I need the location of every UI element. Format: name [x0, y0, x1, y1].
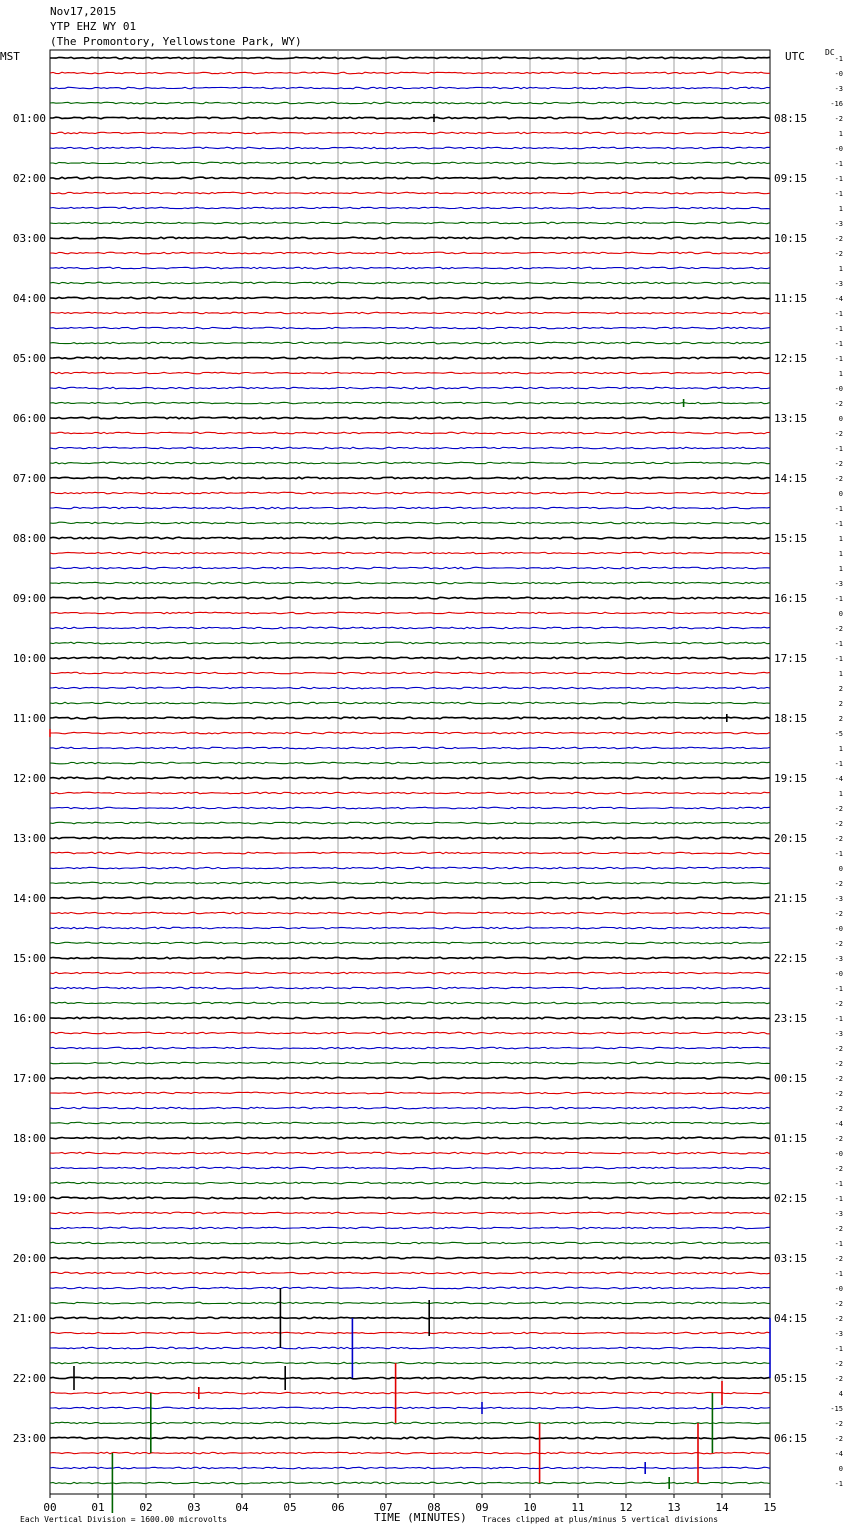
trace-line [50, 237, 770, 239]
x-tick-label: 08 [427, 1501, 441, 1514]
dc-offset-value: -2 [834, 1105, 843, 1113]
dc-offset-value: -4 [834, 1120, 843, 1128]
trace-line [50, 177, 770, 179]
dc-offset-value: 2 [838, 685, 843, 693]
mst-hour-label: 05:00 [12, 352, 46, 365]
dc-offset-value: -2 [834, 880, 843, 888]
dc-offset-value: -2 [834, 1225, 843, 1233]
mst-hour-label: 04:00 [12, 292, 46, 305]
dc-offset-value: -1 [834, 640, 843, 648]
trace-line [50, 957, 770, 959]
dc-offset-value: 1 [838, 370, 843, 378]
dc-offset-value: -2 [834, 1360, 843, 1368]
dc-offset-value: -3 [834, 1030, 843, 1038]
utc-hour-label: 15:15 [774, 532, 808, 545]
trace-line [50, 657, 770, 659]
dc-offset-value: -3 [834, 895, 843, 903]
mst-hour-label: 07:00 [12, 472, 46, 485]
trace-line [50, 327, 770, 329]
mst-hour-label: 21:00 [12, 1312, 46, 1325]
mst-hour-label: 08:00 [12, 532, 46, 545]
utc-hour-label: 00:15 [774, 1072, 808, 1085]
trace-line [50, 447, 770, 449]
trace-line [50, 312, 770, 314]
dc-offset-value: 0 [838, 610, 843, 618]
dc-offset-value: 0 [838, 865, 843, 873]
trace-line [50, 1152, 770, 1154]
trace-line [50, 642, 770, 644]
dc-offset-value: -1 [834, 655, 843, 663]
dc-offset-value: -1 [834, 1270, 843, 1278]
trace-line [50, 1392, 770, 1394]
trace-line [50, 1407, 770, 1409]
dc-offset-value: 0 [838, 415, 843, 423]
trace-line [50, 507, 770, 509]
dc-offset-value: -1 [834, 1240, 843, 1248]
dc-offset-value: 1 [838, 565, 843, 573]
dc-offset-value: -0 [834, 70, 843, 78]
utc-hour-label: 04:15 [774, 1312, 808, 1325]
dc-offset-value: -1 [834, 445, 843, 453]
trace-line [50, 297, 770, 299]
scale-note: Each Vertical Division = 1600.00 microvolts [20, 1515, 228, 1524]
dc-offset-value: 1 [838, 550, 843, 558]
dc-offset-value: -3 [834, 280, 843, 288]
trace-line [50, 912, 770, 914]
trace-line [50, 1302, 770, 1304]
mst-hour-label: 12:00 [12, 772, 46, 785]
trace-line [50, 1062, 770, 1064]
dc-offset-value: -2 [834, 1375, 843, 1383]
trace-line [50, 942, 770, 944]
x-tick-label: 02 [139, 1501, 153, 1514]
utc-hour-label: 05:15 [774, 1372, 808, 1385]
dc-offset-value: -1 [834, 505, 843, 513]
dc-offset-value: -0 [834, 385, 843, 393]
dc-offset-value: -2 [834, 1075, 843, 1083]
dc-offset-value: -1 [834, 190, 843, 198]
trace-line [50, 387, 770, 389]
trace-line [50, 702, 770, 704]
dc-offset-value: -2 [834, 475, 843, 483]
trace-line [50, 1467, 770, 1469]
trace-line [50, 537, 770, 539]
dc-offset-value: -2 [834, 250, 843, 258]
mst-hour-label: 16:00 [12, 1012, 46, 1025]
trace-line [50, 1197, 770, 1199]
trace-line [50, 717, 770, 719]
dc-offset-value: -2 [834, 430, 843, 438]
mst-hour-label: 03:00 [12, 232, 46, 245]
dc-offset-value: 1 [838, 745, 843, 753]
trace-line [50, 522, 770, 524]
trace-line [50, 147, 770, 149]
utc-hour-label: 16:15 [774, 592, 808, 605]
utc-hour-label: 13:15 [774, 412, 808, 425]
trace-line [50, 1092, 770, 1094]
plot-frame [50, 50, 770, 1494]
trace-line [50, 867, 770, 869]
dc-offset-value: 2 [838, 715, 843, 723]
mst-hour-label: 19:00 [12, 1192, 46, 1205]
trace-line [50, 627, 770, 629]
dc-offset-value: -5 [834, 730, 843, 738]
chart-date: Nov17,2015 [50, 5, 117, 18]
dc-offset-value: -1 [834, 1180, 843, 1188]
utc-hour-label: 19:15 [774, 772, 808, 785]
trace-line [50, 72, 770, 74]
x-tick-label: 11 [571, 1501, 585, 1514]
mst-hour-label: 22:00 [12, 1372, 46, 1385]
dc-offset-value: -1 [834, 520, 843, 528]
dc-offset-value: -4 [834, 1450, 843, 1458]
mst-hour-label: 23:00 [12, 1432, 46, 1445]
trace-line [50, 747, 770, 749]
trace-line [50, 1272, 770, 1274]
dc-offset-value: -2 [834, 805, 843, 813]
clip-note: Traces clipped at plus/minus 5 vertical divisions [482, 1515, 719, 1524]
trace-line [50, 207, 770, 209]
utc-hour-label: 22:15 [774, 952, 808, 965]
trace-line [50, 1287, 770, 1289]
trace-line [50, 117, 770, 119]
trace-line [50, 432, 770, 434]
trace-line [50, 1077, 770, 1079]
x-tick-label: 07 [379, 1501, 393, 1514]
utc-hour-label: 12:15 [774, 352, 808, 365]
trace-line [50, 582, 770, 584]
trace-line [50, 882, 770, 884]
mst-hour-label: 11:00 [12, 712, 46, 725]
trace-line [50, 897, 770, 899]
trace-line [50, 162, 770, 164]
dc-offset-value: -1 [834, 1015, 843, 1023]
mst-hour-label: 01:00 [12, 112, 46, 125]
trace-line [50, 1242, 770, 1244]
trace-line [50, 1107, 770, 1109]
mst-hour-label: 20:00 [12, 1252, 46, 1265]
dc-offset-value: 1 [838, 265, 843, 273]
utc-hour-label: 02:15 [774, 1192, 808, 1205]
trace-line [50, 372, 770, 374]
utc-hour-label: 17:15 [774, 652, 808, 665]
dc-offset-value: -0 [834, 925, 843, 933]
dc-offset-value: -2 [834, 1300, 843, 1308]
dc-offset-value: -1 [834, 55, 843, 63]
dc-offset-value: -3 [834, 1330, 843, 1338]
trace-line [50, 1167, 770, 1169]
dc-offset-value: 1 [838, 130, 843, 138]
trace-line [50, 1452, 770, 1454]
dc-offset-value: -3 [834, 220, 843, 228]
trace-line [50, 1437, 770, 1439]
station-location: (The Promontory, Yellowstone Park, WY) [50, 35, 302, 48]
utc-hour-label: 10:15 [774, 232, 808, 245]
dc-offset-value: 1 [838, 535, 843, 543]
trace-line [50, 267, 770, 269]
trace-line [50, 987, 770, 989]
dc-offset-value: -1 [834, 340, 843, 348]
x-tick-label: 00 [43, 1501, 57, 1514]
dc-offset-value: 1 [838, 670, 843, 678]
trace-line [50, 822, 770, 824]
utc-hour-label: 01:15 [774, 1132, 808, 1145]
x-tick-label: 13 [667, 1501, 681, 1514]
dc-offset-value: -2 [834, 1165, 843, 1173]
station-code: YTP EHZ WY 01 [50, 20, 137, 33]
dc-offset-value: -2 [834, 1435, 843, 1443]
trace-line [50, 1032, 770, 1034]
dc-offset-value: -15 [830, 1405, 843, 1413]
mst-hour-label: 13:00 [12, 832, 46, 845]
mst-hour-label: 14:00 [12, 892, 46, 905]
trace-line [50, 132, 770, 134]
trace-line [50, 402, 770, 404]
utc-hour-label: 11:15 [774, 292, 808, 305]
dc-offset-value: -1 [834, 985, 843, 993]
dc-offset-value: -2 [834, 1315, 843, 1323]
dc-offset-value: -1 [834, 760, 843, 768]
dc-offset-value: 4 [838, 1390, 843, 1398]
trace-line [50, 927, 770, 929]
trace-line [50, 732, 770, 734]
dc-offset-value: -1 [834, 595, 843, 603]
dc-offset-value: -1 [834, 160, 843, 168]
trace-line [50, 1212, 770, 1214]
utc-hour-label: 09:15 [774, 172, 808, 185]
trace-line [50, 102, 770, 104]
trace-line [50, 57, 770, 59]
dc-offset-value: 0 [838, 1465, 843, 1473]
trace-line [50, 837, 770, 839]
utc-hour-label: 20:15 [774, 832, 808, 845]
trace-line [50, 762, 770, 764]
mst-hour-label: 10:00 [12, 652, 46, 665]
dc-offset-value: -16 [830, 100, 843, 108]
trace-line [50, 417, 770, 419]
trace-line [50, 1047, 770, 1049]
dc-offset-value: -1 [834, 1480, 843, 1488]
trace-line [50, 1137, 770, 1139]
trace-line [50, 357, 770, 359]
x-tick-label: 09 [475, 1501, 489, 1514]
x-tick-label: 12 [619, 1501, 633, 1514]
x-tick-label: 06 [331, 1501, 345, 1514]
trace-line [50, 792, 770, 794]
utc-hour-label: 21:15 [774, 892, 808, 905]
mst-hour-label: 09:00 [12, 592, 46, 605]
dc-offset-value: 1 [838, 205, 843, 213]
trace-line [50, 597, 770, 599]
dc-offset-value: -1 [834, 325, 843, 333]
dc-offset-value: -1 [834, 355, 843, 363]
dc-offset-value: -3 [834, 85, 843, 93]
utc-hour-label: 18:15 [774, 712, 808, 725]
trace-line [50, 1182, 770, 1184]
dc-offset-value: -2 [834, 835, 843, 843]
trace-line [50, 342, 770, 344]
x-axis-label: TIME (MINUTES) [374, 1511, 467, 1524]
right-timezone-label: UTC [785, 50, 805, 63]
trace-line [50, 777, 770, 779]
dc-offset-value: -2 [834, 115, 843, 123]
mst-hour-label: 17:00 [12, 1072, 46, 1085]
dc-offset-value: -2 [834, 1045, 843, 1053]
trace-line [50, 672, 770, 674]
dc-offset-value: -2 [834, 1255, 843, 1263]
x-tick-label: 01 [91, 1501, 105, 1514]
dc-offset-value: -2 [834, 1000, 843, 1008]
left-timezone-label: MST [0, 50, 20, 63]
trace-line [50, 687, 770, 689]
mst-hour-label: 02:00 [12, 172, 46, 185]
dc-offset-value: 2 [838, 700, 843, 708]
dc-offset-value: -0 [834, 1285, 843, 1293]
dc-offset-value: -1 [834, 850, 843, 858]
trace-line [50, 567, 770, 569]
dc-offset-value: -2 [834, 1090, 843, 1098]
mst-hour-label: 18:00 [12, 1132, 46, 1145]
dc-offset-value: -0 [834, 970, 843, 978]
trace-line [50, 1332, 770, 1334]
trace-line [50, 1362, 770, 1364]
dc-offset-value: -0 [834, 1150, 843, 1158]
x-tick-label: 15 [763, 1501, 777, 1514]
dc-offset-value: -1 [834, 310, 843, 318]
trace-line [50, 807, 770, 809]
trace-line [50, 1017, 770, 1019]
trace-line [50, 1377, 770, 1379]
utc-hour-label: 03:15 [774, 1252, 808, 1265]
trace-line [50, 1002, 770, 1004]
dc-offset-value: -4 [834, 295, 843, 303]
dc-offset-value: -2 [834, 1135, 843, 1143]
trace-line [50, 1257, 770, 1259]
dc-offset-value: -4 [834, 775, 843, 783]
x-tick-label: 04 [235, 1501, 249, 1514]
dc-offset-value: -2 [834, 400, 843, 408]
trace-line [50, 1227, 770, 1229]
trace-line [50, 222, 770, 224]
trace-line [50, 1317, 770, 1319]
trace-line [50, 492, 770, 494]
trace-line [50, 477, 770, 479]
trace-line [50, 1422, 770, 1424]
utc-hour-label: 08:15 [774, 112, 808, 125]
utc-hour-label: 06:15 [774, 1432, 808, 1445]
x-tick-label: 03 [187, 1501, 201, 1514]
trace-line [50, 252, 770, 254]
dc-offset-value: -1 [834, 175, 843, 183]
trace-line [50, 852, 770, 854]
dc-offset-value: -2 [834, 460, 843, 468]
dc-offset-value: -2 [834, 940, 843, 948]
dc-offset-value: -3 [834, 580, 843, 588]
dc-offset-value: -2 [834, 1060, 843, 1068]
dc-offset-value: -2 [834, 235, 843, 243]
x-tick-label: 14 [715, 1501, 729, 1514]
trace-line [50, 612, 770, 614]
trace-line [50, 1482, 770, 1484]
x-tick-label: 10 [523, 1501, 537, 1514]
trace-line [50, 192, 770, 194]
dc-offset-value: -3 [834, 955, 843, 963]
trace-line [50, 462, 770, 464]
utc-hour-label: 23:15 [774, 1012, 808, 1025]
trace-line [50, 87, 770, 89]
x-tick-label: 05 [283, 1501, 297, 1514]
dc-offset-value: -2 [834, 1420, 843, 1428]
dc-offset-value: -3 [834, 1210, 843, 1218]
dc-offset-value: 0 [838, 490, 843, 498]
dc-offset-value: -2 [834, 910, 843, 918]
dc-offset-value: -1 [834, 1195, 843, 1203]
trace-line [50, 1122, 770, 1124]
dc-offset-value: -0 [834, 145, 843, 153]
utc-hour-label: 14:15 [774, 472, 808, 485]
dc-offset-value: 1 [838, 790, 843, 798]
trace-line [50, 1347, 770, 1349]
mst-hour-label: 15:00 [12, 952, 46, 965]
trace-line [50, 552, 770, 554]
dc-offset-value: -1 [834, 1345, 843, 1353]
dc-offset-value: -2 [834, 820, 843, 828]
dc-label: DC [825, 48, 835, 57]
mst-hour-label: 06:00 [12, 412, 46, 425]
trace-line [50, 282, 770, 284]
dc-offset-value: -2 [834, 625, 843, 633]
trace-line [50, 972, 770, 974]
